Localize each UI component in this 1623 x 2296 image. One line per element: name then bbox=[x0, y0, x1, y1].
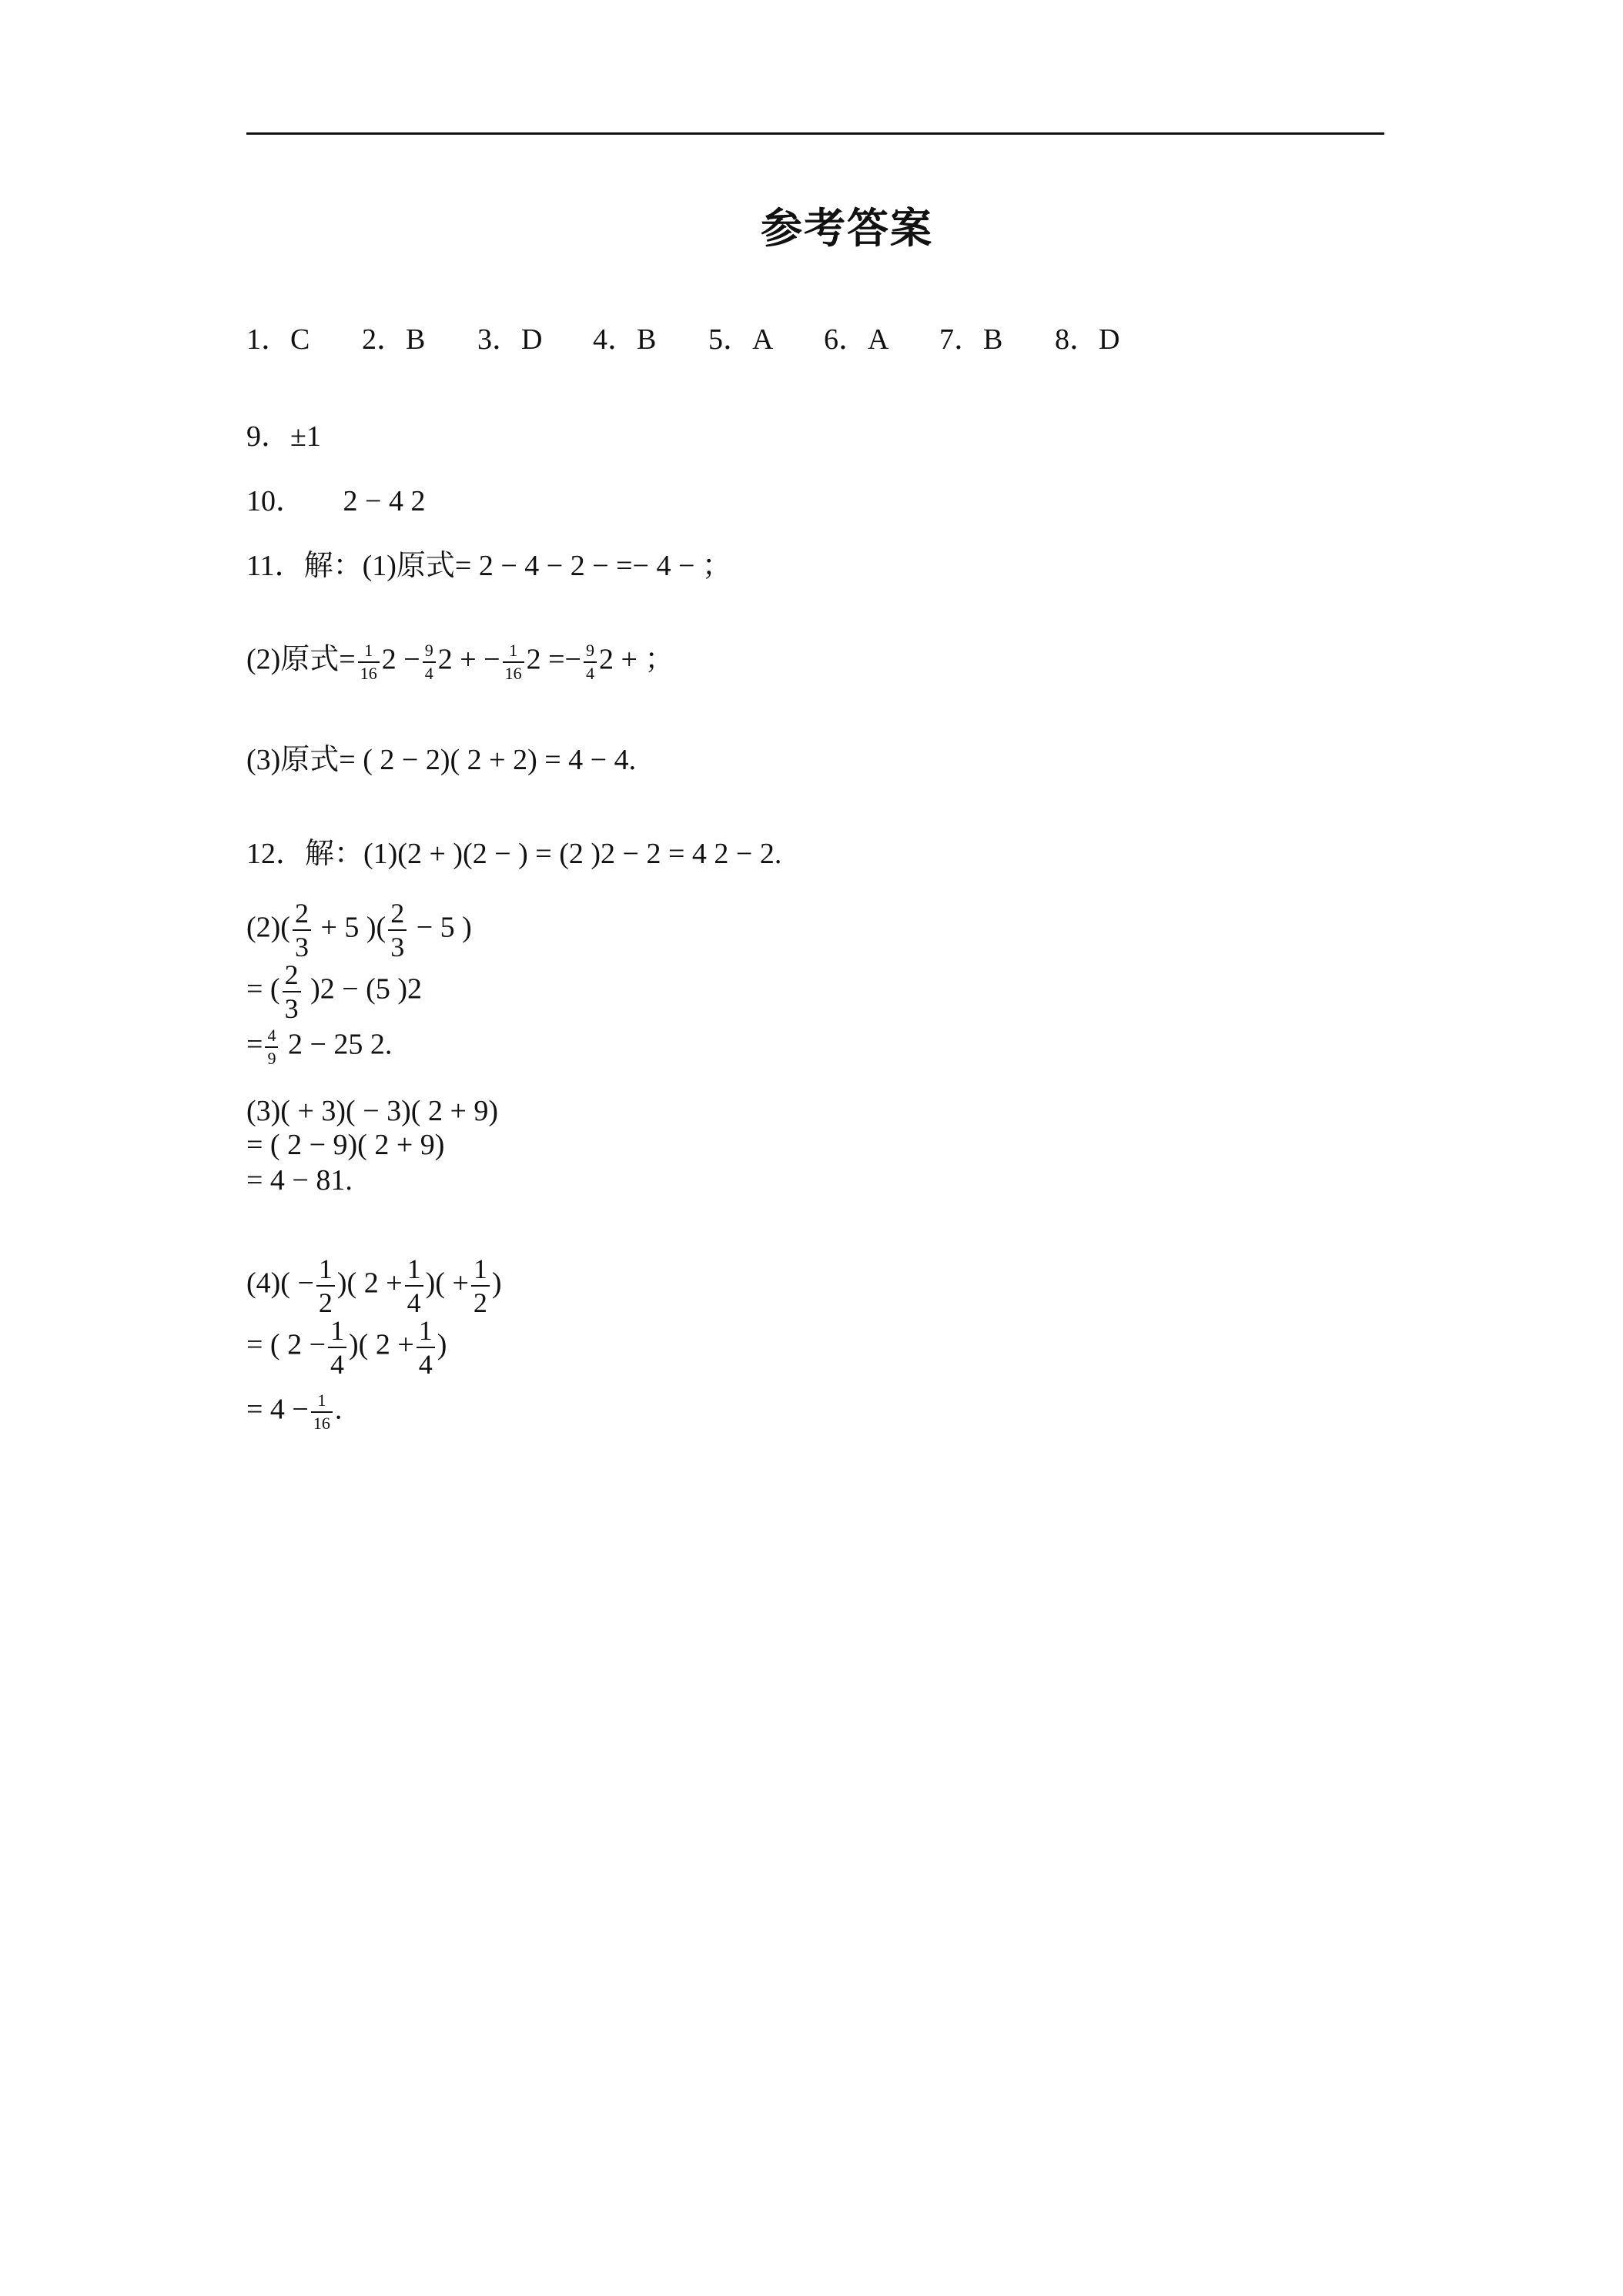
answer-12-part-2-line-3 bbox=[246, 1027, 392, 1067]
expr-text: = ( 2 − bbox=[246, 1328, 326, 1361]
expr-text: 2 =− bbox=[526, 643, 581, 676]
answer-12-part-2-line-1 bbox=[246, 899, 472, 961]
expr-text: + 5 )( bbox=[313, 911, 387, 944]
expr-text: 2 − bbox=[381, 643, 420, 676]
fraction bbox=[417, 1317, 435, 1378]
expr-text: )( 2 + bbox=[349, 1328, 414, 1361]
numerator: 2 bbox=[284, 959, 299, 990]
numerator: 1 bbox=[473, 1253, 487, 1284]
expr-text: )( + bbox=[425, 1267, 469, 1300]
answer-12-part-3-line-3: = 4 − 81. bbox=[246, 1164, 353, 1197]
numerator: 1 bbox=[330, 1315, 345, 1346]
denominator: 3 bbox=[293, 929, 311, 961]
answer-10-label: 10． bbox=[246, 485, 306, 517]
choice-answers bbox=[246, 325, 1170, 354]
denominator: 3 bbox=[283, 991, 301, 1022]
answer-11-part-2 bbox=[246, 642, 674, 682]
numerator: 9 bbox=[424, 641, 433, 660]
fraction bbox=[265, 1027, 278, 1067]
choice-answer: 7．B bbox=[939, 323, 1003, 356]
choice-answer: 4．B bbox=[593, 323, 657, 356]
denominator: 4 bbox=[417, 1347, 435, 1378]
numerator: 2 bbox=[294, 898, 309, 929]
denominator: 3 bbox=[388, 929, 407, 961]
expr-text: )( 2 + bbox=[336, 1267, 403, 1300]
fraction bbox=[311, 1392, 333, 1432]
expr-text: ) bbox=[437, 1328, 447, 1361]
choice-answer: 8．D bbox=[1055, 323, 1120, 356]
choice-answer: 2．B bbox=[362, 323, 426, 356]
page-title: 参考答案 bbox=[761, 204, 933, 253]
denominator: 2 bbox=[471, 1285, 490, 1317]
numerator: 1 bbox=[318, 1253, 333, 1284]
answer-10 bbox=[246, 487, 425, 516]
denominator: 4 bbox=[328, 1347, 346, 1378]
expr-text: 2 + − bbox=[437, 643, 500, 676]
answer-12-part-2-line-2 bbox=[246, 961, 422, 1022]
expr-text: = bbox=[246, 1028, 263, 1061]
answer-12-part-4-line-1 bbox=[246, 1255, 502, 1317]
expr-text: 2 + ； bbox=[598, 643, 674, 676]
denominator: 16 bbox=[358, 661, 380, 682]
fraction bbox=[405, 1255, 423, 1317]
choice-answer: 6．A bbox=[824, 323, 889, 356]
numerator: 1 bbox=[364, 641, 373, 660]
denominator: 2 bbox=[316, 1285, 335, 1317]
expr-text: )2 − (5 )2 bbox=[303, 972, 422, 1006]
denominator: 16 bbox=[503, 661, 524, 682]
expr-text: (4)( − bbox=[246, 1267, 314, 1300]
answer-10-expr: 2 − 4 2 bbox=[343, 485, 426, 517]
answer-12-part-3-line-2: = ( 2 − 9)( 2 + 9) bbox=[246, 1129, 445, 1161]
expr-text: − 5 ) bbox=[409, 911, 472, 944]
denominator: 4 bbox=[423, 661, 436, 682]
numerator: 1 bbox=[509, 641, 518, 660]
choice-answer: 1．C bbox=[246, 323, 310, 356]
expr-text: (2)( bbox=[246, 911, 290, 944]
fraction bbox=[283, 961, 301, 1022]
fraction bbox=[316, 1255, 335, 1317]
expr-text: (2)原式= bbox=[246, 643, 356, 676]
answer-12-part-3-line-1: (3)( + 3)( − 3)( 2 + 9) bbox=[246, 1095, 499, 1127]
answer-12-part-4-line-2 bbox=[246, 1317, 447, 1378]
numerator: 4 bbox=[267, 1026, 276, 1045]
denominator: 9 bbox=[265, 1046, 278, 1067]
answer-11-part-3: (3)原式= ( 2 − 2)( 2 + 2) = 4 − 4. bbox=[246, 744, 637, 776]
expr-text: ) bbox=[491, 1267, 502, 1300]
fraction bbox=[471, 1255, 490, 1317]
fraction bbox=[423, 642, 436, 682]
answer-11-part-1: 11．解：(1)原式= 2 − 4 − 2 − =− 4 − ； bbox=[246, 550, 731, 582]
numerator: 1 bbox=[418, 1315, 433, 1346]
denominator: 16 bbox=[311, 1411, 333, 1432]
denominator: 4 bbox=[584, 661, 597, 682]
choice-answer: 3．D bbox=[477, 323, 543, 356]
expr-text: = 4 − bbox=[246, 1393, 309, 1426]
fraction bbox=[584, 642, 597, 682]
expr-text: . bbox=[334, 1393, 343, 1426]
numerator: 9 bbox=[585, 641, 594, 660]
fraction bbox=[293, 899, 311, 961]
expr-text: = ( bbox=[246, 972, 280, 1006]
answer-9: 9．±1 bbox=[246, 420, 321, 453]
fraction bbox=[358, 642, 380, 682]
fraction bbox=[388, 899, 407, 961]
numerator: 1 bbox=[317, 1391, 326, 1410]
numerator: 1 bbox=[407, 1253, 421, 1284]
fraction bbox=[503, 642, 524, 682]
answer-12-part-1: 12．解：(1)(2 + )(2 − ) = (2 )2 − 2 = 4 2 − 2. bbox=[246, 838, 782, 870]
expr-text: 2 − 25 2. bbox=[280, 1028, 393, 1061]
numerator: 2 bbox=[390, 898, 405, 929]
choice-answer: 5．A bbox=[708, 323, 774, 356]
answer-12-part-4-line-3 bbox=[246, 1392, 342, 1432]
header-rule bbox=[246, 132, 1384, 135]
fraction bbox=[328, 1317, 346, 1378]
denominator: 4 bbox=[405, 1285, 423, 1317]
